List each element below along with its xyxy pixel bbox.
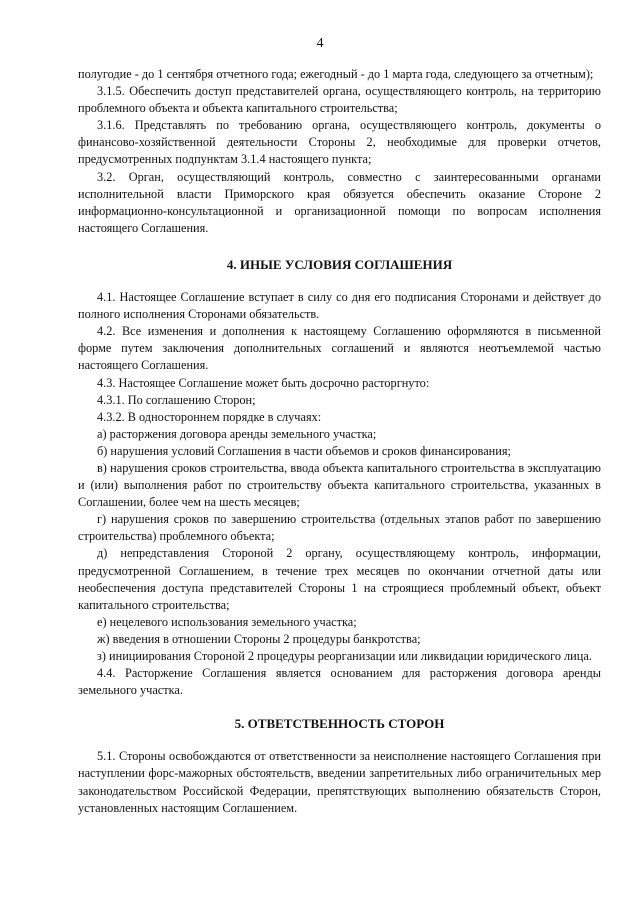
document-body bbox=[78, 66, 601, 817]
page-number: 4 bbox=[316, 36, 324, 51]
paragraph-4-2: 4.2. Все изменения и дополнения к настоящему Соглашению оформляются в письменной форме путем заключения дополнительных соглашений и являются неотъемлемой частью настоящего Соглашения. bbox=[78, 324, 601, 373]
paragraph-4-3-2: 4.3.2. В одностороннем порядке в случаях: bbox=[97, 409, 322, 424]
paragraph-continuation: полугодие - до 1 сентября отчетного года; ежегодный - до 1 марта года, следующего за отчетным); bbox=[78, 67, 594, 81]
list-item-e: е) нецелевого использования земельного участка; bbox=[97, 614, 357, 629]
list-item-b: б) нарушения условий Соглашения в части объемов и сроков финансирования; bbox=[97, 443, 511, 458]
list-item-d: д) непредставления Стороной 2 органу, осуществляющему контроль, информации, предусмотренной Соглашением, в течение трех месяцев по окончании отчетной даты или необеспечения доступа представителей Стороны 1 на строящиеся проблемный объект, объект капитального строительства; bbox=[78, 546, 601, 612]
paragraph-5-1: 5.1. Стороны освобождаются от ответственности за неисполнение настоящего Соглашения при наступлении форс-мажорных обстоятельств, введении запретительных либо ограничительных мер законодательством Российской Федерации, препятствующих выполнению обязательств Сторон, установленных настоящим Соглашением. bbox=[78, 749, 601, 815]
paragraph-4-3-1: 4.3.1. По соглашению Сторон; bbox=[97, 392, 256, 407]
list-item-a: а) расторжения договора аренды земельного участка; bbox=[97, 426, 377, 441]
section-5-heading: 5. ОТВЕТСТВЕННОСТЬ СТОРОН bbox=[234, 716, 445, 732]
paragraph-3-2: 3.2. Орган, осуществляющий контроль, совместно с заинтересованными органами исполнительной власти Приморского края обязуется обеспечить оказание Стороне 2 информационно-консультационной и организационной помощи по вопросам исполнения настоящего Соглашения. bbox=[78, 169, 601, 235]
paragraph-4-4: 4.4. Расторжение Соглашения является основанием для расторжения договора аренды земельного участка. bbox=[78, 666, 601, 698]
list-item-zh: ж) введения в отношении Стороны 2 процедуры банкротства; bbox=[97, 631, 421, 646]
paragraph-4-1: 4.1. Настоящее Соглашение вступает в силу со дня его подписания Сторонами и действует до полного исполнения Сторонами обязательств. bbox=[78, 290, 601, 322]
paragraph-3-1-5: 3.1.5. Обеспечить доступ представителей органа, осуществляющего контроль, на территорию проблемного объекта и объекта капитального строительства; bbox=[78, 84, 601, 116]
list-item-v: в) нарушения сроков строительства, ввода объекта капитального строительства в эксплуатацию и (или) выполнения работ по строительству объекта капитального строительства, указанных в Соглашении, более чем на шесть месяцев; bbox=[78, 460, 601, 510]
section-4-heading: 4. ИНЫЕ УСЛОВИЯ СОГЛАШЕНИЯ bbox=[226, 256, 453, 272]
list-item-g: г) нарушения сроков по завершению строительства (отдельных этапов работ по завершению строительства) проблемного объекта; bbox=[78, 512, 601, 544]
list-item-z: з) инициирования Стороной 2 процедуры реорганизации или ликвидации юридического лица. bbox=[97, 649, 592, 663]
paragraph-3-1-6: 3.1.6. Представлять по требованию органа, осуществляющего контроль, документы о финансово-хозяйственной деятельности Стороны 2, необходимые для проверки отчетов, предусмотренных подпунктам 3.1.4 настоящего пункта; bbox=[78, 118, 601, 167]
paragraph-4-3: 4.3. Настоящее Соглашение может быть досрочно расторгнуто: bbox=[97, 375, 430, 390]
